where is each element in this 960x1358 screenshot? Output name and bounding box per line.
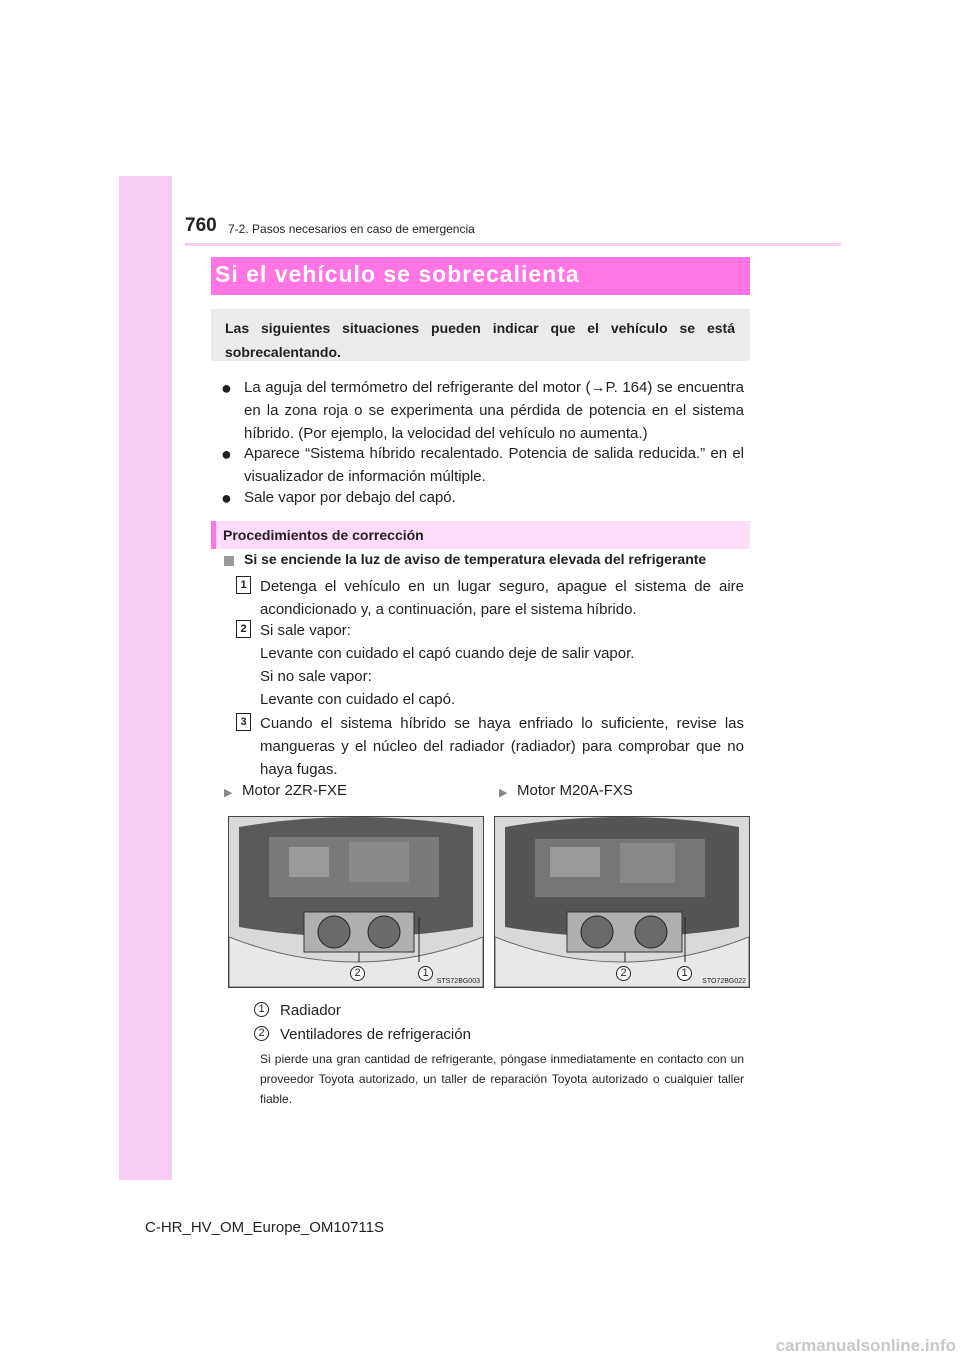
- square-bullet-icon: [224, 556, 234, 566]
- procedure-subheading: Si se enciende la luz de aviso de temperatura elevada del refrigerante: [244, 551, 707, 567]
- step-number-badge: 2: [236, 620, 251, 638]
- legend-number: 2: [254, 1026, 269, 1041]
- bullet-dot: ●: [221, 488, 232, 508]
- engine-illustration: [495, 817, 749, 987]
- step-text: Levante con cuidado el capó.: [260, 691, 456, 708]
- engine-photo-2zr: [228, 816, 484, 988]
- bullet-text: La aguja del termómetro del refrigerante del motor (→P. 164) se encuentra en la zona roja o se experimenta una pérdida de potencia en el sistema híbrido. (Por ejemplo, la velocidad del vehículo no aumenta.): [244, 379, 744, 442]
- figure-code: STO72BG022: [702, 978, 746, 985]
- page-number: 760: [185, 215, 217, 236]
- step-number-badge: 1: [236, 576, 251, 594]
- step-number-badge: 3: [236, 713, 251, 731]
- chapter-sidebar-tab: [119, 176, 172, 1180]
- legend-text: Radiador: [280, 1002, 341, 1019]
- legend-text: Ventiladores de refrigeración: [280, 1026, 471, 1043]
- bullet-dot: ●: [221, 444, 232, 464]
- footer-document-code: C-HR_HV_OM_Europe_OM10711S: [145, 1219, 384, 1236]
- note-text: Si pierde una gran cantidad de refrigerante, póngase inmediatamente en contacto con un proveedor Toyota autorizado, un taller de reparación Toyota autorizado o cualquier taller fiable.: [260, 1052, 744, 1106]
- legend-number: 1: [254, 1002, 269, 1017]
- bullet-text: Aparece “Sistema híbrido recalentado. Potencia de salida reducida.” en el visualizador de información múltiple.: [244, 445, 744, 485]
- step-text: Si no sale vapor:: [260, 668, 372, 685]
- engine-photo-m20a: [494, 816, 750, 988]
- callout-number: 1: [677, 966, 692, 981]
- step-text: Levante con cuidado el capó cuando deje de salir vapor.: [260, 645, 635, 662]
- figure-label-2zr: Motor 2ZR-FXE: [242, 782, 348, 799]
- callout-number: 2: [616, 966, 631, 981]
- intro-text: Las siguientes situaciones pueden indicar que el vehículo se está sobrecalentando.: [225, 320, 735, 360]
- chapter-title: 7-2. Pasos necesarios en caso de emergencia: [228, 222, 475, 236]
- watermark: carmanualsonline.info: [775, 1336, 956, 1355]
- procedure-heading: Procedimientos de corrección: [223, 527, 424, 543]
- step-text: Cuando el sistema híbrido se haya enfriado lo suficiente, revise las mangueras y el núcleo del radiador (radiador) para comprobar que no haya fugas.: [260, 715, 744, 778]
- figure-label-m20a: Motor M20A-FXS: [517, 782, 633, 799]
- callout-number: 1: [418, 966, 433, 981]
- bullet-text: Sale vapor por debajo del capó.: [244, 489, 456, 506]
- triangle-bullet-icon: ▶: [499, 787, 508, 799]
- callout-number: 2: [350, 966, 365, 981]
- figure-code: STS72BG003: [436, 978, 480, 985]
- step-text: Detenga el vehículo en un lugar seguro, apague el sistema de aire acondicionado y, a continuación, pare el sistema híbrido.: [260, 578, 744, 618]
- header-rule: [185, 243, 841, 246]
- engine-illustration: [229, 817, 483, 987]
- triangle-bullet-icon: ▶: [224, 787, 233, 799]
- step-text: Si sale vapor:: [260, 622, 351, 639]
- section-title: Si el vehículo se sobrecalienta: [215, 261, 580, 287]
- bullet-dot: ●: [221, 378, 232, 398]
